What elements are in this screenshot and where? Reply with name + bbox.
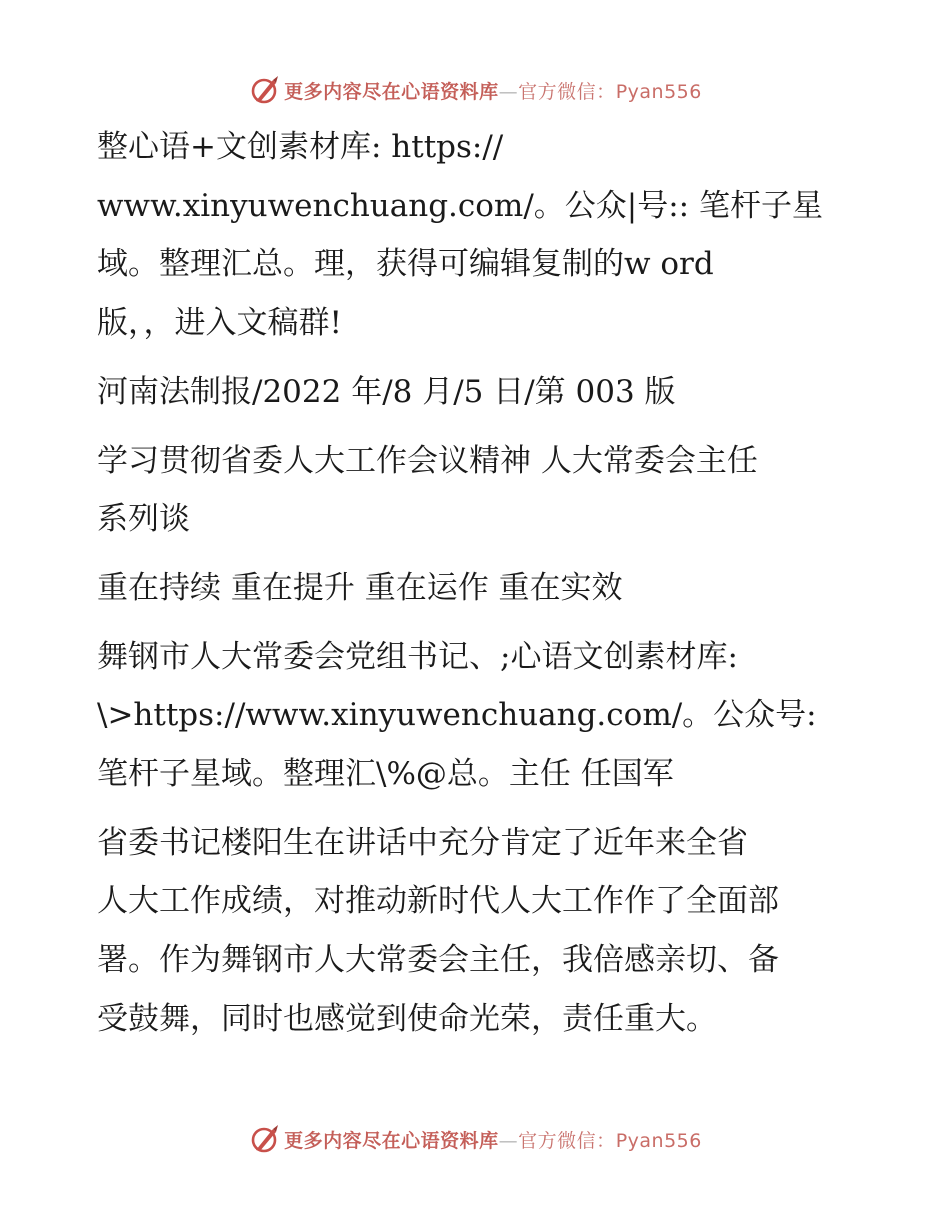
document-body: [97, 118, 857, 1049]
header-label: 官方微信：: [518, 80, 616, 103]
header-handle: Pyan556: [615, 80, 702, 103]
byline-line: \>https://www.xinyuwenchuang.com/。公众号:: [97, 697, 817, 734]
promo-paragraph: [97, 118, 857, 353]
header-banner-text: [284, 77, 702, 104]
footer-banner: [0, 1119, 950, 1159]
article-line: 受鼓舞，同时也感觉到使命光荣，责任重大。: [97, 1000, 717, 1037]
article-line: 署。作为舞钢市人大常委会主任，我倍感亲切、备: [97, 942, 779, 979]
quill-logo-icon: [248, 1123, 280, 1155]
headline-line: 学习贯彻省委人大工作会议精神 人大常委会主任: [97, 442, 758, 479]
headline: [97, 432, 857, 549]
article-line: 人大工作成绩，对推动新时代人大工作作了全面部: [97, 883, 779, 920]
footer-label: 官方微信：: [518, 1129, 616, 1152]
article-paragraph: [97, 814, 857, 1049]
footer-dash: —: [498, 1129, 519, 1152]
headline-line: 系列谈: [97, 501, 190, 538]
header-banner: [0, 70, 950, 110]
promo-line: 整心语+文创素材库: https://: [97, 129, 504, 165]
header-dash: —: [498, 80, 519, 103]
subheads: 重在持续 重在提升 重在运作 重在实效: [97, 569, 623, 606]
byline-line: 舞钢市人大常委会党组书记、;心语文创素材库:: [97, 638, 738, 675]
promo-line: 域。整理汇总。理，获得可编辑复制的w ord: [97, 246, 714, 283]
promo-line: 版，，进入文稿群!: [97, 305, 342, 342]
promo-line: www.xinyuwenchuang.com/。公众|号:: 笔杆子星: [97, 187, 823, 224]
footer-brand: 更多内容尽在心语资料库: [284, 1129, 499, 1152]
byline: [97, 628, 857, 804]
article-line: 省委书记楼阳生在讲话中充分肯定了近年来全省: [97, 824, 748, 861]
byline-line: 笔杆子星域。整理汇\%@总。主任 任国军: [97, 756, 674, 793]
footer-handle: Pyan556: [615, 1129, 702, 1152]
header-brand: 更多内容尽在心语资料库: [284, 80, 499, 103]
dateline: 河南法制报/2022 年/8 月/5 日/第 003 版: [97, 373, 676, 410]
quill-logo-icon: [248, 74, 280, 106]
footer-banner-text: [284, 1126, 702, 1153]
